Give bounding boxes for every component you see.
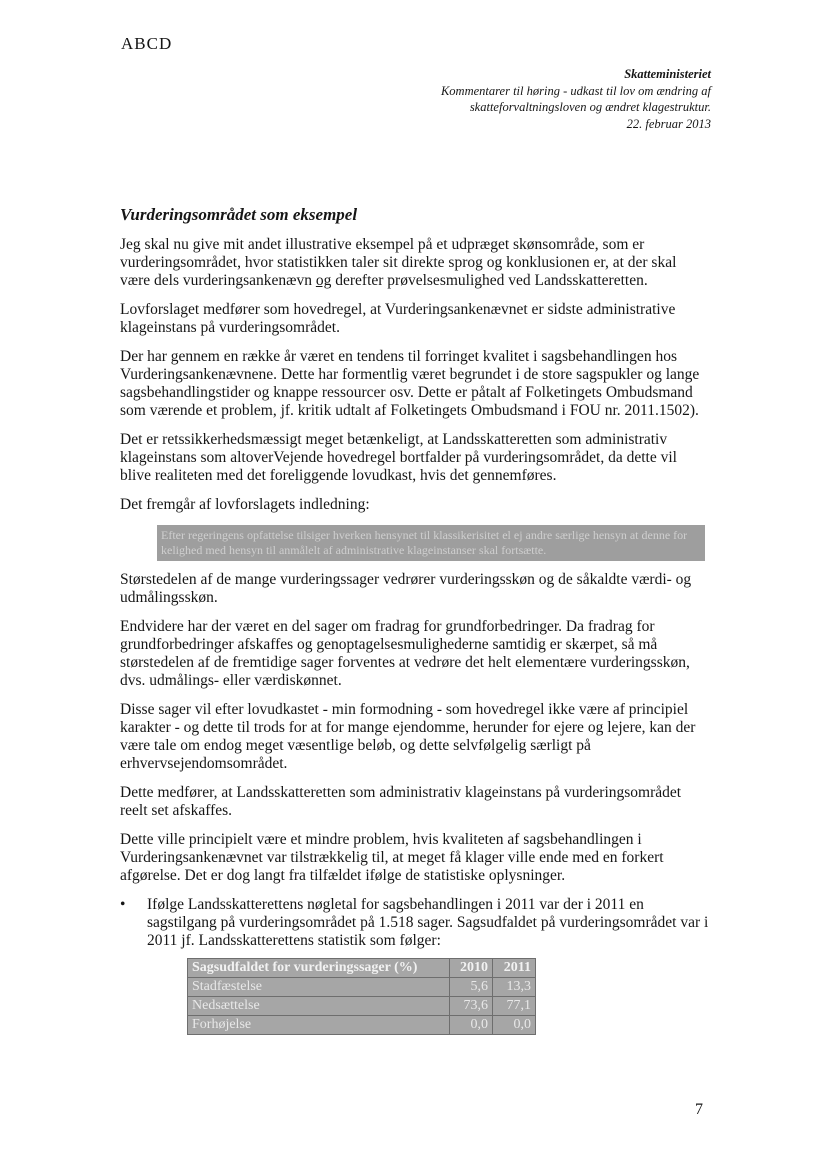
row-value-2011: 0,0 xyxy=(493,1016,536,1035)
bullet-icon: • xyxy=(120,896,126,913)
table-header-row xyxy=(188,959,536,978)
paragraph-1-part-b: derefter prøvelsesmulighed ved Landsskatteretten. xyxy=(331,272,648,289)
paragraph-1 xyxy=(120,236,710,290)
row-value-2010: 5,6 xyxy=(450,978,493,997)
body-text xyxy=(120,236,710,1035)
table-header-2011: 2011 xyxy=(493,959,536,978)
paragraph-1-underlined-og: og xyxy=(315,272,332,289)
paragraph-2: Lovforslaget medfører som hovedregel, at Vurderingsankenævnet er sidste administrative klageinstans på vurderingsområdet. xyxy=(120,301,676,336)
table-header-label: Sagsudfaldet for vurderingssager (%) xyxy=(188,959,450,978)
row-label: Nedsættelse xyxy=(188,997,450,1016)
logo-text: ABCD xyxy=(121,34,173,53)
table-row xyxy=(188,997,536,1016)
page-number: 7 xyxy=(695,1101,703,1118)
paragraph-6: Størstedelen af de mange vurderingssager vedrører vurderingsskøn og de såkaldte værdi- og udmålingsskøn. xyxy=(120,571,692,606)
paragraph-3: Der har gennem en række år været en tendens til forringet kvalitet i sagsbehandlingen hos Vurderingsankenævnene. Dette har formentlig været begrundet i de store sagspukler og lange sagsbehandlingstider og knappe ressourcer osv. Dette er påtalt af Folketingets Ombudsmand som værende et problem, jf. kritik udtalt af Folketingets Ombudsmand i FOU nr. 2011.1502). xyxy=(120,348,700,419)
row-label: Stadfæstelse xyxy=(188,978,450,997)
header-line-1: Kommentarer til høring - udkast til lov om ændring af xyxy=(440,83,711,98)
paragraph-1-part-a: Jeg skal nu give mit andet illustrative eksempel på et udpræget skønsområde, som er vurderingsområdet, hvor statistikken taler sit direkte sprog og konklusionen er, at der skal være dels vurderingsankenævn xyxy=(120,236,677,289)
row-value-2011: 13,3 xyxy=(493,978,536,997)
bullet-text: Ifølge Landsskatterettens nøgletal for sagsbehandlingen i 2011 var der i 2011 en sagstilgang på vurderingsområdet på 1.518 sager. Sagsudfaldet på vurderingsområdet var i 2011 jf. Landsskatterettens statistik som følger: xyxy=(147,896,709,949)
table-row xyxy=(188,978,536,997)
quoted-excerpt: Efter regeringens opfattelse tilsiger hverken hensynet til klassikerisitet el ej andre særlige hensyn at denne for kelighed med hensyn til anmålelt af administrative klageinstanser skal fortsætte. xyxy=(157,525,705,561)
header-line-2: skatteforvaltningsloven og ændret klagestruktur. xyxy=(469,100,711,114)
header-date: 22. februar 2013 xyxy=(626,116,711,131)
bullet-item xyxy=(120,896,710,1035)
table-row xyxy=(188,1016,536,1035)
section-heading: Vurderingsområdet som eksempel xyxy=(120,205,358,224)
paragraph-7: Endvidere har der været en del sager om fradrag for grundforbedringer. Da fradrag for grundforbedringer afskaffes og genoptagelsesmulighederne samtidig er skærpet, så må størstedelen af de fremtidige sager forventes at vedrøre det helt elementære vurderingsskøn, dvs. udmålings- eller værdiskønnet. xyxy=(120,618,690,689)
paragraph-5: Det fremgår af lovforslagets indledning: xyxy=(120,496,370,513)
row-value-2010: 0,0 xyxy=(450,1016,493,1035)
paragraph-8: Disse sager vil efter lovudkastet - min formodning - som hovedregel ikke være af principiel karakter - og dette til trods for at for mange ejendomme, herunder for ejere og lejere, kan der være tale om endog meget væsentlige beløb, og dette selvfølgelig særligt på erhvervsejendomsområdet. xyxy=(120,701,696,772)
row-value-2010: 73,6 xyxy=(450,997,493,1016)
document-header xyxy=(291,66,711,132)
row-value-2011: 77,1 xyxy=(493,997,536,1016)
row-label: Forhøjelse xyxy=(188,1016,450,1035)
paragraph-9: Dette medfører, at Landsskatteretten som administrativ klageinstans på vurderingsområdet reelt set afskaffes. xyxy=(120,784,682,819)
table-header-2010: 2010 xyxy=(450,959,493,978)
statistics-table xyxy=(187,958,536,1035)
paragraph-10: Dette ville principielt være et mindre problem, hvis kvaliteten af sagsbehandlingen i Vurderingsankenævnet var tilstrækkelig til, at meget få klager ville ende med en forkert afgørelse. Det er dog langt fra tilfældet ifølge de statistiske oplysninger. xyxy=(120,831,664,884)
paragraph-4: Det er retssikkerhedsmæssigt meget betænkeligt, at Landsskatteretten som administrativ klageinstans som altoverVejende hovedregel bortfalder på vurderingsområdet, da dette vil blive realiteten med det foreliggende lovudkast, hvis det gennemføres. xyxy=(120,431,677,484)
header-organization: Skatteministeriet xyxy=(624,67,711,81)
